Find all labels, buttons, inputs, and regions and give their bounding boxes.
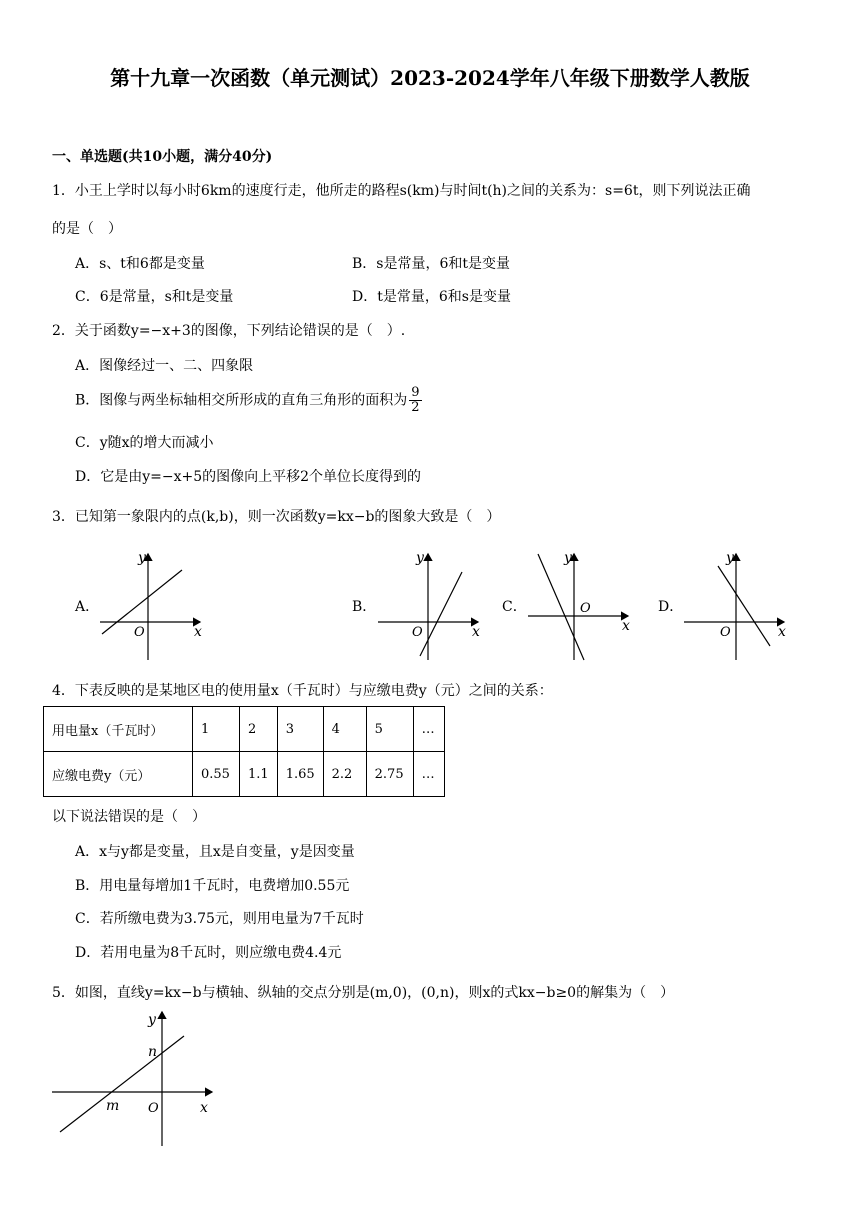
question-4-option-c: C．若所缴电费为3.75元，则用电量为7千瓦时 [75,911,364,927]
origin-label: O [580,601,591,616]
question-4-after-text: 以下说法错误的是（ ） [52,809,206,825]
page-title: 第十九章一次函数（单元测试）2023-2024学年八年级下册数学人教版 [110,66,750,90]
table-cell: 1.65 [277,752,323,797]
origin-label: O [148,1101,159,1116]
y-axis-label: y [726,550,734,566]
m-label: m [106,1098,120,1114]
x-axis-label: x [778,624,786,640]
question-3-option-d-label: D． [658,599,684,615]
question-3-option-c-label: C． [502,599,527,615]
question-5-graph [48,1008,218,1150]
table-cell: 2.75 [366,752,413,797]
origin-label: O [720,625,731,640]
question-5-stem: 5．如图，直线y=kx−b与横轴、纵轴的交点分别是(m,0)，(0,n)，则x的式kx−b≥0的解集为（ ） [52,985,675,1001]
y-axis-label: y [564,550,572,566]
y-axis-label: y [138,550,146,566]
table-cell: … [413,752,444,797]
function-line [538,554,584,660]
question-4-option-b: B．用电量每增加1千瓦时，电费增加0.55元 [75,878,350,894]
origin-label: O [412,625,423,640]
table-cell: 用电量x（千瓦时） [44,707,193,752]
x-axis-label: x [200,1100,208,1116]
x-axis-label: x [194,624,202,640]
table-cell: 4 [323,707,366,752]
graph-option-a [96,548,208,664]
question-1-option-c: C．6是常量，s和t是变量 [75,289,234,305]
question-2-option-b [75,386,422,415]
graph-option-c [524,548,636,664]
question-1-option-a: A．s、t和6都是变量 [75,256,205,272]
y-axis-label: y [148,1012,156,1028]
question-1-stem-line2: 的是（ ） [52,221,122,237]
question-3-stem: 3．已知第一象限内的点(k,b)，则一次函数y=kx−b的图象大致是（ ） [52,509,501,525]
question-1-option-d: D．t是常量，6和s是变量 [352,289,511,305]
question-4-option-a: A．x与y都是变量，且x是自变量，y是因变量 [75,844,355,860]
section-heading: 一、单选题(共10小题，满分40分) [52,149,273,165]
y-axis-label: y [416,550,424,566]
table-cell: … [413,707,444,752]
fraction-numerator: 9 [411,385,420,400]
fraction [409,386,421,415]
table-row [44,752,445,797]
fraction-denominator: 2 [411,400,420,415]
question-2-stem: 2．关于函数y=−x+3的图像，下列结论错误的是（ ）. [52,323,406,339]
table-cell: 0.55 [193,752,240,797]
x-axis-label: x [472,624,480,640]
table-cell: 5 [366,707,413,752]
question-2-option-a: A．图像经过一、二、四象限 [75,358,254,374]
question-1-option-b: B．s是常量，6和t是变量 [352,256,511,272]
table-cell: 应缴电费y（元） [44,752,193,797]
question-2-option-c: C．y随x的增大而减小 [75,435,214,451]
origin-label: O [134,625,145,640]
question-2-option-b-text: B．图像与两坐标轴相交所形成的直角三角形的面积为 [75,392,408,409]
x-axis-label: x [622,618,630,634]
table-cell: 2.2 [323,752,366,797]
question-4-option-d: D．若用电量为8千瓦时，则应缴电费4.4元 [75,945,342,961]
question-4-stem: 4．下表反映的是某地区电的使用量x（千瓦时）与应缴电费y（元）之间的关系： [52,683,553,699]
table-cell: 1.1 [240,752,278,797]
function-line [60,1036,184,1132]
function-line [420,572,462,656]
table-cell: 1 [193,707,240,752]
table-cell: 3 [277,707,323,752]
table-row [44,707,445,752]
graph-option-b [374,548,486,664]
question-3-option-a-label: A． [75,599,100,615]
question-2-option-d: D．它是由y=−x+5的图像向上平移2个单位长度得到的 [75,469,422,485]
question-3-option-b-label: B． [352,599,377,615]
graph-option-d [680,548,792,664]
table-cell: 2 [240,707,278,752]
question-1-stem-line1: 1．小王上学时以每小时6km的速度行走，他所走的路程s(km)与时间t(h)之间的关系为：s=6t，则下列说法正确 [52,183,751,199]
n-label: n [148,1044,158,1060]
data-table [43,706,445,797]
